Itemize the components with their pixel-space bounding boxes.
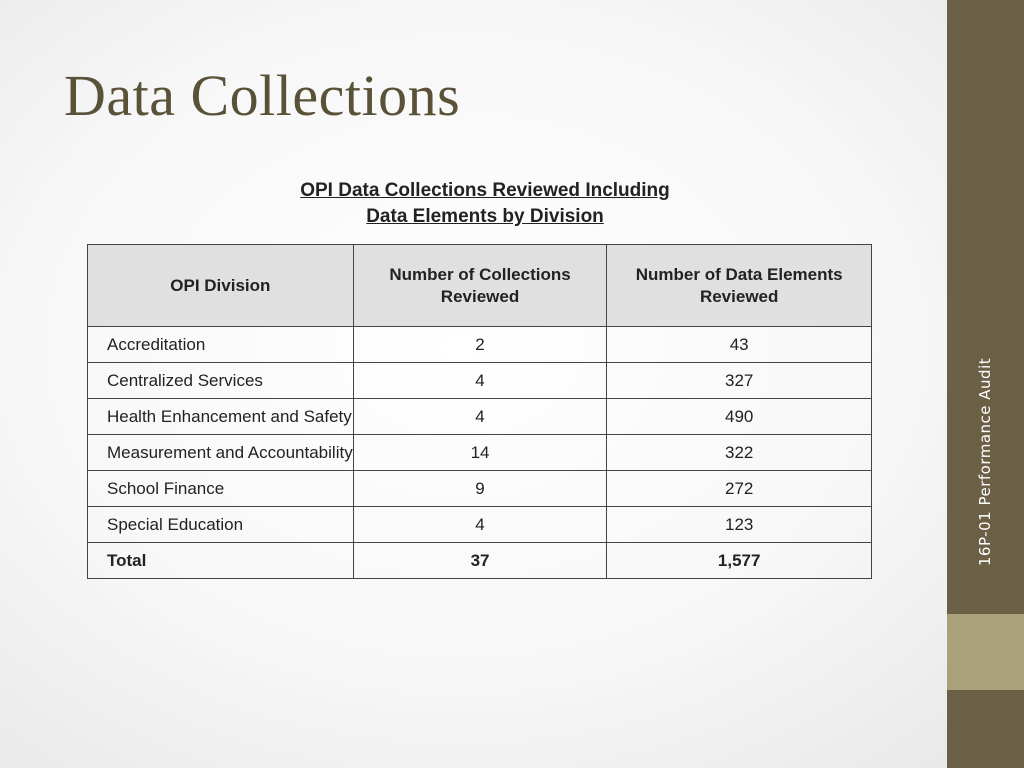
table-row: [88, 399, 872, 435]
division-cell: Measurement and Accountability: [88, 435, 354, 471]
total-collections-cell: 37: [353, 543, 607, 579]
table-row: [88, 363, 872, 399]
total-label-cell: Total: [88, 543, 354, 579]
table-header-row: [88, 245, 872, 327]
division-cell: School Finance: [88, 471, 354, 507]
total-elements-cell: 1,577: [607, 543, 872, 579]
elements-cell: 322: [607, 435, 872, 471]
table-heading-line-2: Data Elements by Division: [366, 206, 604, 227]
column-header-collections: Number of Collections Reviewed: [353, 245, 607, 327]
elements-cell: 272: [607, 471, 872, 507]
division-cell: Centralized Services: [88, 363, 354, 399]
collections-cell: 4: [353, 363, 607, 399]
table-heading: [285, 178, 685, 230]
table-row: [88, 327, 872, 363]
elements-cell: 327: [607, 363, 872, 399]
side-accent-block: [947, 614, 1024, 690]
elements-cell: 490: [607, 399, 872, 435]
table-total-row: [88, 543, 872, 579]
collections-cell: 9: [353, 471, 607, 507]
collections-cell: 4: [353, 507, 607, 543]
collections-cell: 2: [353, 327, 607, 363]
side-label: 16P-01 Performance Audit: [976, 357, 994, 567]
division-table: [87, 244, 872, 579]
division-cell: Accreditation: [88, 327, 354, 363]
table-row: [88, 507, 872, 543]
table-row: [88, 435, 872, 471]
table-row: [88, 471, 872, 507]
column-header-division: OPI Division: [88, 245, 354, 327]
column-header-elements: Number of Data Elements Reviewed: [607, 245, 872, 327]
elements-cell: 123: [607, 507, 872, 543]
slide-title: Data Collections: [64, 63, 461, 128]
collections-cell: 14: [353, 435, 607, 471]
division-cell: Health Enhancement and Safety: [88, 399, 354, 435]
division-cell: Special Education: [88, 507, 354, 543]
table-heading-line-1: OPI Data Collections Reviewed Including: [300, 180, 670, 201]
collections-cell: 4: [353, 399, 607, 435]
elements-cell: 43: [607, 327, 872, 363]
